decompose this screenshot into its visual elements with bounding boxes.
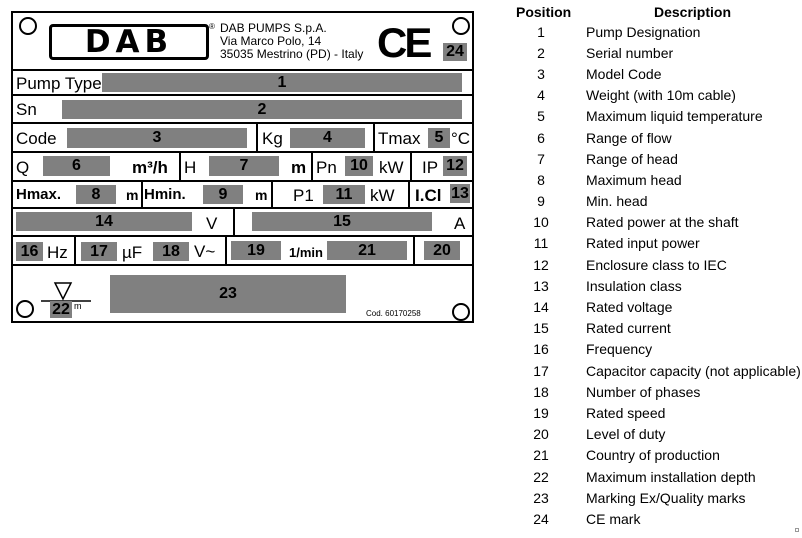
label-pn: Pn bbox=[316, 158, 337, 177]
legend-position: 13 bbox=[533, 277, 549, 294]
legend-description: Rated voltage bbox=[586, 299, 673, 316]
legend-description: Level of duty bbox=[586, 426, 666, 443]
legend-header-description: Description bbox=[654, 3, 732, 20]
company-city: 35035 Mestrino (PD) - Italy bbox=[220, 47, 364, 61]
legend-row bbox=[504, 424, 801, 445]
legend-description: Country of production bbox=[586, 447, 720, 464]
legend-row bbox=[504, 402, 801, 423]
field-15: 15 bbox=[252, 212, 432, 231]
legend-position: 9 bbox=[537, 193, 545, 210]
nameplate bbox=[11, 11, 474, 323]
label-rpm: 1/min bbox=[289, 245, 323, 260]
ce-mark-icon: CE bbox=[377, 19, 430, 66]
legend-description: Insulation class bbox=[586, 277, 682, 294]
label-kg: Kg bbox=[262, 129, 283, 148]
legend-position: 24 bbox=[533, 510, 549, 527]
legend-position: 18 bbox=[533, 383, 549, 400]
label-sn: Sn bbox=[16, 100, 37, 119]
legend-position: 10 bbox=[533, 214, 549, 231]
legend-description: Maximum head bbox=[586, 171, 682, 188]
legend-row bbox=[504, 508, 801, 529]
legend-position: 15 bbox=[533, 320, 549, 337]
label-hmin-unit: m bbox=[255, 187, 268, 203]
legend-position: 23 bbox=[533, 489, 549, 506]
field-19: 19 bbox=[231, 241, 281, 260]
legend-row bbox=[504, 21, 801, 42]
field-5: 5 bbox=[428, 128, 450, 148]
legend-description: Frequency bbox=[586, 341, 653, 358]
label-a: A bbox=[454, 214, 466, 233]
label-q: Q bbox=[16, 158, 30, 177]
field-2: 2 bbox=[62, 100, 462, 119]
label-hmax-unit: m bbox=[126, 187, 139, 203]
mounting-hole-bottom-right-icon bbox=[452, 303, 470, 321]
label-v: V bbox=[206, 214, 218, 233]
label-ip: IP bbox=[422, 158, 439, 177]
legend-row bbox=[504, 275, 801, 296]
legend-description: Range of head bbox=[586, 150, 678, 167]
legend-description: Serial number bbox=[586, 44, 674, 61]
legend-position: 19 bbox=[533, 404, 549, 421]
label-hmin: Hmin. bbox=[144, 186, 186, 203]
legend-description: Capacitor capacity (not applicable) bbox=[586, 362, 801, 379]
label-p1: P1 bbox=[293, 186, 314, 205]
row-serial bbox=[13, 96, 472, 124]
legend-position: 6 bbox=[537, 129, 545, 146]
field-7: 7 bbox=[209, 156, 279, 176]
label-pump-type: Pump Type bbox=[16, 74, 102, 93]
legend-row bbox=[504, 212, 801, 233]
legend-row bbox=[504, 233, 801, 254]
legend-position: 14 bbox=[533, 299, 549, 316]
legend-position: 21 bbox=[533, 447, 549, 464]
label-p1-kw: kW bbox=[370, 186, 395, 205]
legend-position: 11 bbox=[533, 235, 549, 252]
row-head-power bbox=[13, 182, 472, 209]
field-14: 14 bbox=[16, 212, 192, 231]
legend-row bbox=[504, 381, 801, 402]
legend-position: 7 bbox=[537, 150, 545, 167]
corner-marker bbox=[795, 528, 799, 532]
legend-header-position: Position bbox=[516, 3, 572, 20]
row-pump-type bbox=[13, 69, 472, 96]
legend-description: Rated power at the shaft bbox=[586, 214, 739, 231]
legend-row bbox=[504, 191, 801, 212]
field-11: 11 bbox=[323, 185, 365, 204]
legend-description: Maximum liquid temperature bbox=[586, 108, 763, 125]
legend-position: 16 bbox=[533, 341, 549, 358]
field-12: 12 bbox=[443, 156, 467, 176]
company-street: Via Marco Polo, 14 bbox=[220, 34, 322, 48]
legend-row bbox=[504, 296, 801, 317]
mounting-hole-top-left-icon bbox=[19, 17, 37, 35]
legend-position: 5 bbox=[537, 108, 545, 125]
legend-description: Pump Designation bbox=[586, 23, 701, 40]
field-23: 23 bbox=[110, 275, 346, 313]
legend-description: Range of flow bbox=[586, 129, 672, 146]
legend-table bbox=[504, 2, 801, 530]
legend-position: 22 bbox=[533, 468, 549, 485]
field-8: 8 bbox=[76, 185, 116, 204]
label-tmax: Tmax bbox=[378, 129, 421, 148]
legend-row bbox=[504, 445, 801, 466]
field-13: 13 bbox=[451, 184, 469, 202]
label-h: H bbox=[184, 158, 197, 177]
mounting-hole-bottom-left-icon bbox=[16, 300, 34, 318]
legend-position: 1 bbox=[537, 23, 545, 40]
legend-rows bbox=[504, 21, 801, 530]
company-address bbox=[220, 22, 363, 61]
legend-description: Enclosure class to IEC bbox=[586, 256, 727, 273]
field-3: 3 bbox=[67, 128, 247, 148]
legend-row bbox=[504, 339, 801, 360]
legend-description: Marking Ex/Quality marks bbox=[586, 489, 746, 506]
legend-row bbox=[504, 466, 801, 487]
product-code: Cod. 60170258 bbox=[366, 309, 421, 318]
legend-row bbox=[504, 169, 801, 190]
brand-logo: DAB bbox=[49, 24, 209, 60]
legend-description: Number of phases bbox=[586, 383, 701, 400]
legend-description: Weight (with 10m cable) bbox=[586, 87, 736, 104]
field-17: 17 bbox=[81, 242, 117, 261]
legend-row bbox=[504, 63, 801, 84]
legend-description: Min. head bbox=[586, 193, 648, 210]
field-16: 16 bbox=[16, 242, 43, 261]
field-18: 18 bbox=[153, 242, 189, 261]
legend-row bbox=[504, 85, 801, 106]
row-electrical bbox=[13, 237, 472, 266]
legend-position: 4 bbox=[537, 87, 545, 104]
label-uf: µF bbox=[122, 243, 143, 262]
legend-position: 2 bbox=[537, 44, 545, 61]
field-20: 20 bbox=[424, 241, 460, 260]
legend-row bbox=[504, 318, 801, 339]
field-10: 10 bbox=[345, 156, 373, 176]
legend-description: Model Code bbox=[586, 65, 662, 82]
label-m: m bbox=[291, 158, 307, 177]
legend-row bbox=[504, 360, 801, 381]
mounting-hole-top-right-icon bbox=[452, 17, 470, 35]
label-code: Code bbox=[16, 129, 57, 148]
field-9: 9 bbox=[203, 185, 243, 204]
legend-row bbox=[504, 127, 801, 148]
legend-row bbox=[504, 148, 801, 169]
field-24: 24 bbox=[443, 43, 467, 61]
legend-position: 20 bbox=[533, 426, 549, 443]
row-voltage-current bbox=[13, 209, 472, 237]
legend-position: 17 bbox=[533, 362, 549, 379]
field-22: 22 bbox=[50, 301, 72, 318]
label-depth-unit: m bbox=[74, 301, 82, 311]
label-hmax: Hmax. bbox=[16, 186, 62, 203]
legend-description: CE mark bbox=[586, 510, 641, 527]
legend-description: Maximum installation depth bbox=[586, 468, 756, 485]
label-celsius: °C bbox=[451, 129, 471, 148]
label-m3h: m³/h bbox=[132, 158, 168, 177]
label-v-tilde: V~ bbox=[194, 242, 216, 261]
field-6: 6 bbox=[43, 156, 110, 176]
legend-description: Rated input power bbox=[586, 235, 700, 252]
field-21: 21 bbox=[327, 241, 407, 260]
legend-position: 3 bbox=[537, 65, 545, 82]
legend-row bbox=[504, 254, 801, 275]
company-name: DAB PUMPS S.p.A. bbox=[220, 21, 327, 35]
legend-position: 12 bbox=[533, 256, 549, 273]
legend-row bbox=[504, 487, 801, 508]
label-hz: Hz bbox=[47, 243, 68, 262]
row-code bbox=[13, 124, 472, 153]
registered-mark: ® bbox=[209, 22, 215, 31]
legend-description: Rated current bbox=[586, 320, 671, 337]
legend-position: 8 bbox=[537, 171, 545, 188]
legend-row bbox=[504, 42, 801, 63]
label-icl: I.Cl bbox=[415, 186, 442, 205]
label-kw: kW bbox=[379, 158, 404, 177]
row-flow-head bbox=[13, 153, 472, 182]
field-4: 4 bbox=[290, 128, 365, 148]
field-1: 1 bbox=[102, 73, 462, 92]
legend-description: Rated speed bbox=[586, 404, 666, 421]
legend-row bbox=[504, 106, 801, 127]
